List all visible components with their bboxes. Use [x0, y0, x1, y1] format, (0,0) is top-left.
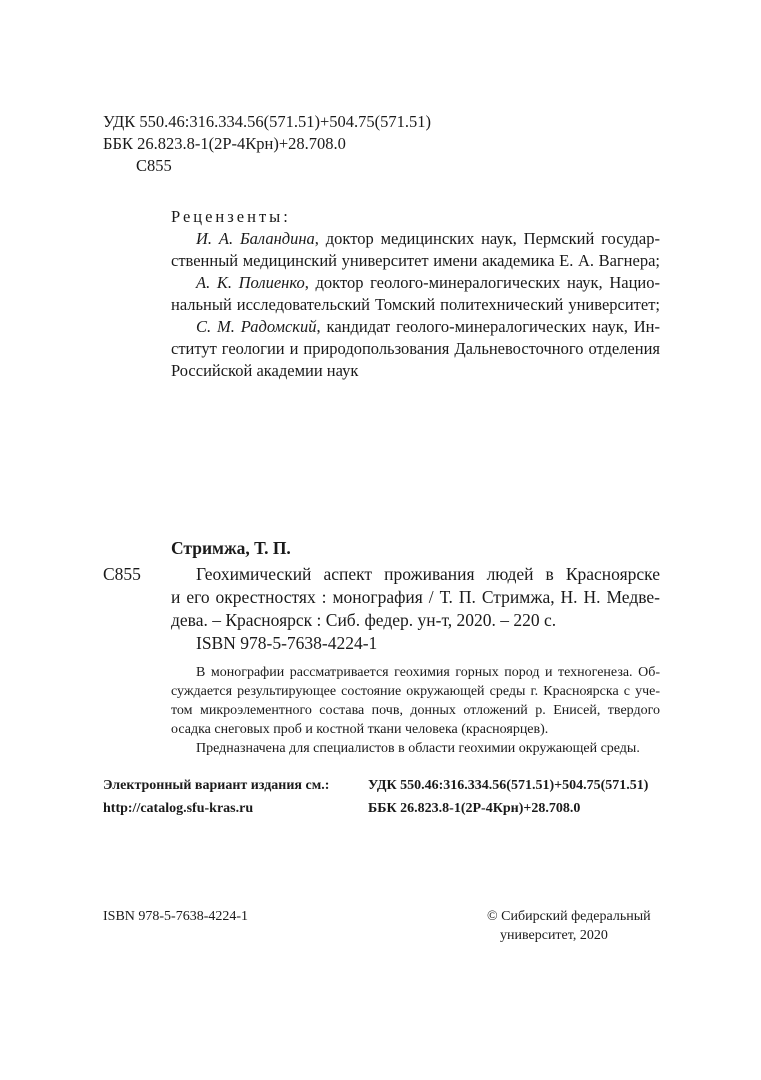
electronic-bbk: ББК 26.823.8-1(2Р-4Крн)+28.708.0 — [368, 801, 581, 816]
reviewers-heading: Рецензенты: — [171, 207, 291, 226]
reviewer-3-name: С. М. Радомский — [196, 317, 317, 336]
reviewer-2-name: А. К. Полиенко — [196, 273, 305, 292]
reviewer-1-line2: ственный медицинский университет имени академика Е. А. Вагнера; — [171, 251, 660, 270]
electronic-url[interactable]: http://catalog.sfu-kras.ru — [103, 801, 254, 816]
annotation-line4: осадка снеговых проб и костной ткани человека (красноярцев). — [171, 722, 549, 737]
footer-copyright-line2: университет, 2020 — [500, 928, 608, 943]
reviewer-1-line1: И. А. Баландина, доктор медицинских наук, Пермский государ- — [196, 229, 660, 248]
annotation-line3: том микроэлементного состава почв, донных отложений р. Енисей, твердого — [171, 703, 660, 718]
header-code: С855 — [136, 156, 172, 175]
catalog-author: Стримжа, Т. П. — [171, 538, 291, 558]
annotation-line2: суждается результирующее состояние окружающей среды г. Красноярска с уче- — [171, 684, 660, 699]
annotation-line1: В монографии рассматривается геохимия горных пород и техногенеза. Об- — [196, 665, 660, 680]
electronic-label: Электронный вариант издания см.: — [103, 778, 330, 793]
header-bbk: ББК 26.823.8-1(2Р-4Крн)+28.708.0 — [103, 134, 346, 153]
electronic-udk: УДК 550.46:316.334.56(571.51)+504.75(571.51) — [368, 778, 649, 793]
reviewer-3-line1: С. М. Радомский, кандидат геолого-минералогических наук, Ин- — [196, 317, 660, 336]
footer-copyright-line1: © Сибирский федеральный — [487, 909, 651, 924]
reviewer-1-name: И. А. Баландина — [196, 229, 315, 248]
catalog-line2: и его окрестностях : монография / Т. П. Стримжа, Н. Н. Медве- — [171, 587, 660, 607]
header-udk: УДК 550.46:316.334.56(571.51)+504.75(571.51) — [103, 112, 432, 131]
reviewer-3-line2: ститут геологии и природопользования Дальневосточного отделения — [171, 339, 660, 358]
catalog-isbn: ISBN 978-5-7638-4224-1 — [196, 633, 378, 653]
reviewer-2-line1: А. К. Полиенко, доктор геолого-минералогических наук, Нацио- — [196, 273, 660, 292]
catalog-code: С855 — [103, 564, 141, 584]
footer-isbn: ISBN 978-5-7638-4224-1 — [103, 909, 249, 924]
reviewer-2-line2: нальный исследовательский Томский политехнический университет; — [171, 295, 660, 314]
annotation-line5: Предназначена для специалистов в области геохимии окружающей среды. — [196, 741, 640, 756]
catalog-line1: Геохимический аспект проживания людей в Красноярске — [196, 564, 660, 584]
catalog-line3: дева. – Красноярск : Сиб. федер. ун-т, 2020. – 220 с. — [171, 610, 557, 630]
reviewer-3-line3: Российской академии наук — [171, 361, 359, 380]
